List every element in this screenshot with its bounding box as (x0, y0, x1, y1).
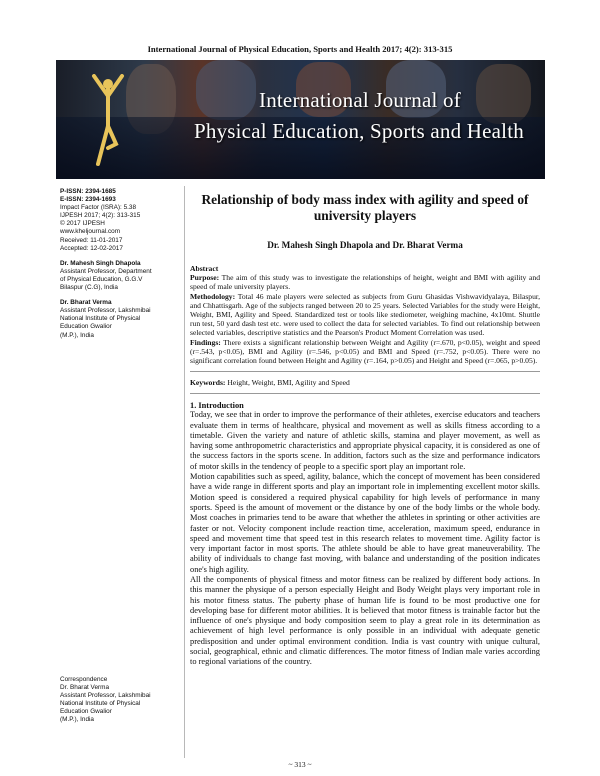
copyright: © 2017 IJPESH (60, 220, 105, 228)
correspondence-name: Dr. Bharat Verma (60, 684, 110, 692)
author2-affiliation-line: Assistant Professor, Lakshmibai (60, 307, 151, 315)
journal-citation: IJPESH 2017; 4(2): 313-315 (60, 212, 141, 220)
journal-banner (56, 60, 545, 179)
author1-affiliation-line: Bilaspur (C.G), India (60, 284, 118, 292)
section-heading: 1. Introduction (190, 401, 244, 411)
paragraph: All the components of physical fitness and motor fitness can be realized by different body actions. In this manner the physique of a person especially Height and Body Weight plays very important role in his motor fitness status. The puberty phase of human life is found to be most productive one for developing base for different motor abilities. It is believed that motor fitness is trainable factor but the influence of one's physique and body composition seem to play a great role in its determination as achievement of high level performance is only possible in an individual with adequate genetic predisposition and under optimal environment condition. India is vast country with unique cultural, social, geographical, ethnic and climatic differences. The motor fitness of Indian male varies according to regional variations of the country. (190, 574, 540, 667)
article-title: Relationship of body mass index with agility and speed of university players (201, 192, 529, 223)
keywords: Keywords: Height, Weight, BMI, Agility and Speed (190, 378, 350, 388)
page-number: ~ 313 ~ (288, 760, 312, 769)
issn-print: P-ISSN: 2394-1685 (60, 188, 116, 195)
article-info-sidebar (60, 188, 182, 340)
yoga-pose-icon (86, 74, 130, 170)
author2-affiliation-line: (M.P.), India (60, 331, 94, 339)
abstract (190, 264, 540, 365)
author1-name: Dr. Mahesh Singh Dhapola (60, 259, 141, 267)
divider (190, 371, 540, 372)
correspondence-affiliation-line: National Institute of Physical (60, 700, 141, 708)
correspondence-block (60, 676, 182, 725)
author2-name: Dr. Bharat Verma (60, 299, 112, 307)
paragraph: Today, we see that in order to improve the performance of their athletes, exercise educators and teachers evaluate them in terms of healthcare, physical and movement as well as skills fitness according to a timetable. Given the variety and nature of athletic skills, stamina and player movement, as well as having some anthropometric characteristics and appropriate physical capacity, it is considered as one of the success factors in the sports scene. In addition, factors such as the size and performance indicators of motor skills in the tendency of people to a specific sport play an important role. (190, 410, 540, 471)
received-date: Received: 11-01-2017 (60, 236, 123, 244)
author2-affiliation-line: National Institute of Physical (60, 315, 141, 323)
author2-affiliation-line: Education Gwalior (60, 323, 112, 331)
article-main (190, 192, 540, 668)
introduction-body (190, 410, 540, 667)
banner-title-line1: International Journal of (259, 88, 461, 112)
author1-affiliation-line: Assistant Professor, Department (60, 267, 152, 275)
author1-affiliation-line: of Physical Education, G.G.V (60, 275, 143, 283)
banner-title-line2: Physical Education, Sports and Health (194, 119, 524, 143)
abstract-methodology: Methodology: Total 46 male players were selected as subjects from Guru Ghasidas Vishwavidyalaya, Bilaspur, and Chhattisgarh. Age of the subjects ranged between 20 to 25 years. Selected Variables for the study were Height, Weight, BMI, Agility and Speed. Standardized test or tools like stediometer, weighing machine, 4x10mt. Shuttle run test, 50 yard dash test etc. were used to collect the data for selected variables. To find out relationship between selected variables, descriptive statistics and the Pearson's Product Moment Correlation was used. (190, 291, 540, 338)
article-authors: Dr. Mahesh Singh Dhapola and Dr. Bharat Verma (267, 240, 463, 250)
correspondence-heading: Correspondence (60, 676, 108, 683)
impact-factor: Impact Factor (ISRA): 5.38 (60, 204, 137, 212)
abstract-heading: Abstract (190, 264, 219, 273)
column-divider (184, 186, 185, 758)
correspondence-affiliation-line: Education Gwalior (60, 708, 112, 716)
divider (190, 393, 540, 394)
paragraph: Motion capabilities such as speed, agility, balance, which the concept of movement has been considered have a wide range in different sports and play an important role in implementing excellent motor skills. Motion speed is considered a required physical capability for high levels of performance in many sports. Speed is the amount of movement or the distance by one of the body limbs or the whole body. Most coaches in primaries tend to be aware that whether the athletes in sprinting or other activities are faster or not. Velocity component include reaction time, acceleration, maximum speed, endurance in speed and movement time that speed test in this research relates to movement time. Agility factor is very important factor in most sports. The athlete should be able to have great maneuverability. The ability of individuals to change fast moving, with balance and understanding of the position indicates one's high agility. (190, 472, 540, 574)
issn-electronic: E-ISSN: 2394-1693 (60, 196, 116, 204)
accepted-date: Accepted: 12-02-2017 (60, 244, 123, 252)
athlete-silhouette (196, 60, 256, 120)
running-head: International Journal of Physical Education, Sports and Health 2017; 4(2): 313-315 (147, 44, 453, 54)
abstract-findings: Findings: There exists a significant relationship between Weight and Agility (r=.670, p<0.05), weight and speed (r=.543, p<0.05), BMI and Agility (r=.546, p<0.05) and BMI and Speed (r=.752, p<0.05). There were no significant correlation found between Height and Agility (r=.164, p>0.05) and Height and Speed (r=.065, p>0.05). (190, 337, 540, 366)
athlete-silhouette (476, 64, 531, 124)
abstract-purpose: Purpose: The aim of this study was to investigate the relationships of height, weight and BMI with agility and speed of male university players. (190, 273, 540, 292)
correspondence-affiliation-line: Assistant Professor, Lakshmibai (60, 692, 151, 700)
journal-website: www.kheljournal.com (60, 228, 121, 236)
correspondence-affiliation-line: (M.P.), India (60, 716, 94, 724)
